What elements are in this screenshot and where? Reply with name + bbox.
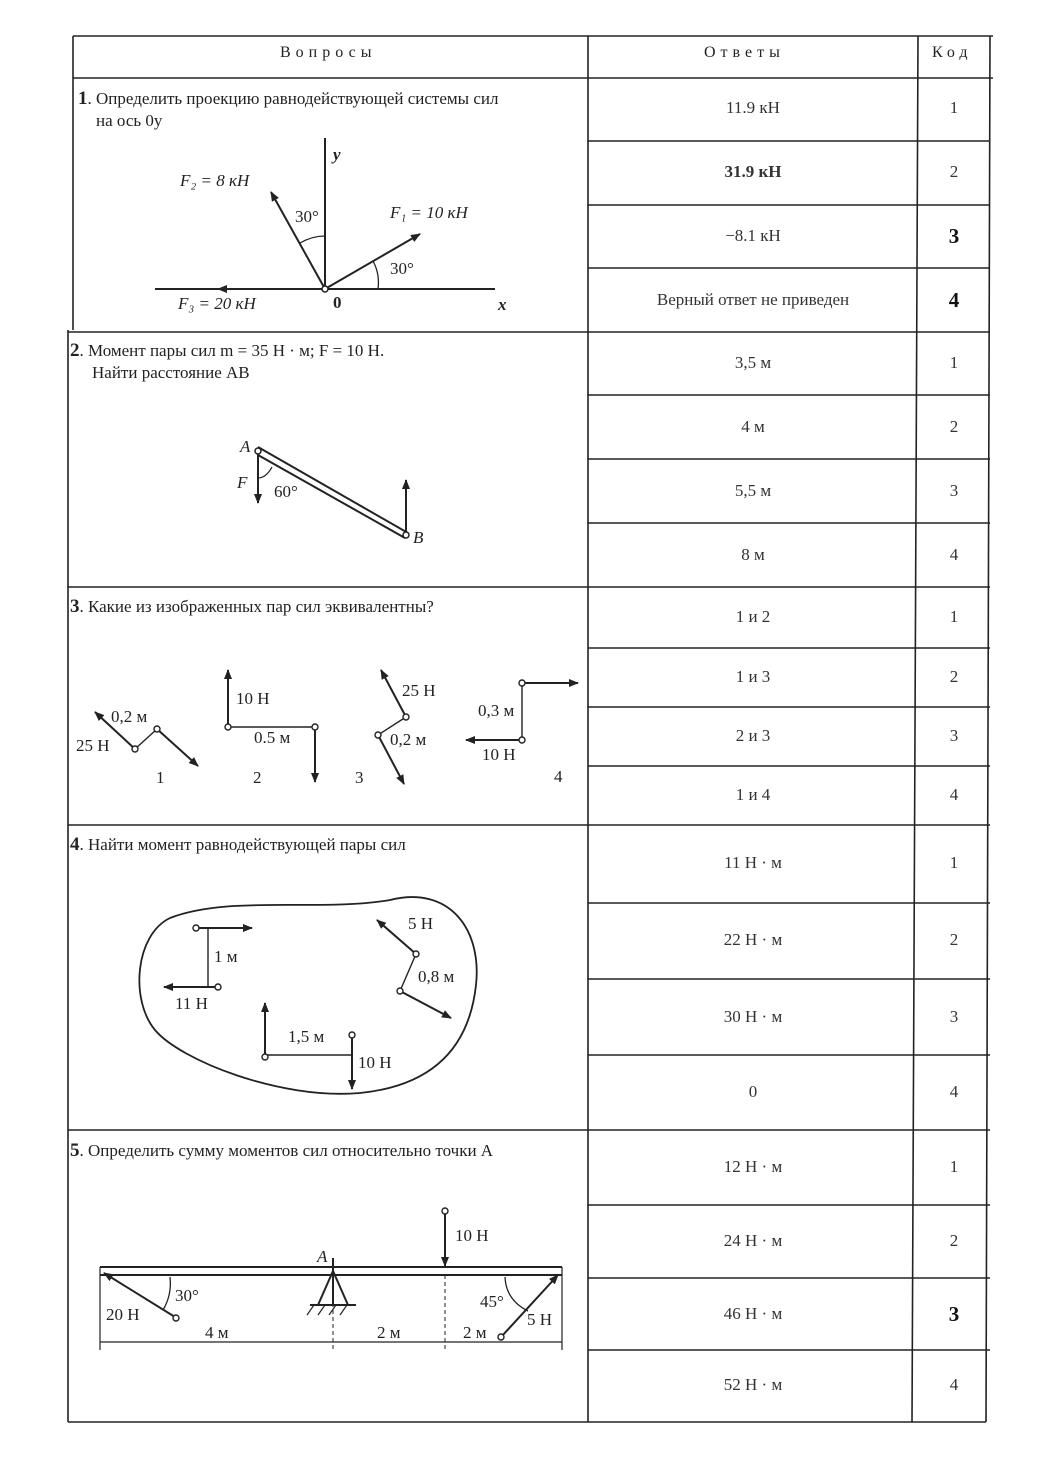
label-point-a: A (317, 1247, 328, 1266)
answer-5-3: 46 Н · м (723, 1304, 783, 1323)
code-5-4: 4 (949, 1375, 959, 1394)
question-5-number: 5 (70, 1140, 80, 1161)
answer-1-2: 31.9 кН (724, 162, 782, 181)
code-5-3: 3 (948, 1302, 960, 1326)
code-2-4: 4 (949, 545, 959, 564)
couple-1-force-label: 11 Н (175, 994, 208, 1013)
answer-4-3: 30 Н · м (723, 1007, 783, 1026)
code-3-3: 3 (949, 726, 959, 745)
question-2-text: 2. Момент пары сил m = 35 Н · м; F = 10 Н. Найти расстояние AB (70, 340, 385, 382)
label-axis-y: y (333, 145, 341, 164)
code-4-3: 3 (949, 1007, 959, 1026)
header-questions: Вопросы (280, 44, 377, 61)
code-1-1: 1 (949, 98, 959, 117)
couple-1-arm-label: 1 м (214, 947, 238, 966)
pair-4-arm-label: 0,3 м (478, 701, 515, 720)
pair-1-arm-label: 0,2 м (111, 707, 148, 726)
answer-2-2: 4 м (741, 417, 765, 436)
code-1-4: 4 (948, 288, 960, 312)
pair-2-number: 2 (253, 768, 262, 787)
pair-1-force-label: 25 Н (76, 736, 110, 755)
answer-3-4: 1 и 4 (735, 785, 771, 804)
answer-5-2: 24 Н · м (723, 1231, 783, 1250)
support-a-right (333, 1271, 348, 1305)
pair-4-force-label: 10 Н (482, 745, 516, 764)
question-4-number: 4 (70, 834, 80, 855)
code-5-2: 2 (949, 1231, 959, 1250)
label-dim-2m-a: 2 м (377, 1323, 401, 1342)
pair-1-number: 1 (156, 768, 165, 787)
answer-4-4: 0 (748, 1082, 758, 1101)
code-1-3: 3 (948, 224, 960, 248)
question-1-number: 1 (78, 88, 88, 109)
code-3-1: 1 (949, 607, 959, 626)
question-3-number: 3 (70, 596, 80, 617)
header-code: Код (932, 44, 973, 61)
label-angle-30: 30° (175, 1286, 199, 1305)
label-angle-45: 45° (480, 1292, 504, 1311)
answer-2-1: 3,5 м (734, 353, 772, 372)
code-4-1: 1 (949, 853, 959, 872)
question-3-text: 3. Какие из изображенных пар сил эквивалентны? (70, 596, 434, 617)
angle-arc-45 (505, 1277, 528, 1311)
label-force-10: 10 Н (455, 1226, 489, 1245)
label-f2: F₂ = 8 кН (180, 171, 250, 190)
answer-4-2: 22 Н · м (723, 930, 783, 949)
label-dim-2m-b: 2 м (463, 1323, 487, 1342)
answer-1-1: 11.9 кН (726, 98, 780, 117)
label-f3: F₃ = 20 кН (178, 294, 256, 313)
label-force-20: 20 Н (106, 1305, 140, 1324)
code-2-2: 2 (949, 417, 959, 436)
couple-2-arm-label: 0,8 м (418, 967, 455, 986)
answer-3-2: 1 и 3 (735, 667, 771, 686)
answer-4-1: 11 Н · м (724, 853, 782, 872)
couple-3-force-label: 10 Н (358, 1053, 392, 1072)
pair-3-arm-label: 0,2 м (390, 730, 427, 749)
question-5-text: 5. Определить сумму моментов сил относительно точки A (70, 1140, 494, 1161)
question-2-number: 2 (70, 340, 80, 361)
answer-3-1: 1 и 2 (735, 607, 771, 626)
code-3-2: 2 (949, 667, 959, 686)
label-angle-a: 30° (295, 207, 319, 226)
code-2-1: 1 (949, 353, 959, 372)
code-4-2: 2 (949, 930, 959, 949)
pair-3-force-label: 25 Н (402, 681, 436, 700)
answer-2-3: 5,5 м (734, 481, 772, 500)
question-4-text: 4. Найти момент равнодействующей пары сил (70, 834, 406, 855)
label-origin: 0 (333, 293, 342, 312)
label-b: B (413, 528, 424, 547)
label-f1: F₁ = 10 кН (390, 203, 468, 222)
code-3-4: 4 (949, 785, 959, 804)
label-force-5: 5 Н (527, 1310, 553, 1329)
label-f: F (237, 473, 248, 492)
angle-arc-30 (163, 1277, 170, 1310)
couple-2-force-label: 5 Н (408, 914, 434, 933)
code-4-4: 4 (949, 1082, 959, 1101)
question-1-text: 1. Определить проекцию равнодействующей системы сил на ось 0y (78, 88, 499, 130)
answer-5-4: 52 Н · м (723, 1375, 783, 1394)
code-1-2: 2 (949, 162, 959, 181)
header-answers: Ответы (704, 44, 785, 61)
label-axis-x: x (498, 295, 507, 314)
label-angle-b: 30° (390, 259, 414, 278)
answer-1-4: Верный ответ не приведен (656, 290, 850, 309)
label-angle-60: 60° (274, 482, 298, 501)
support-a-left (318, 1271, 333, 1305)
label-dim-4m: 4 м (205, 1323, 229, 1342)
code-2-3: 3 (949, 481, 959, 500)
pair-4-number: 4 (554, 767, 563, 786)
answer-5-1: 12 Н · м (723, 1157, 783, 1176)
code-5-1: 1 (949, 1157, 959, 1176)
pair-3-number: 3 (355, 768, 364, 787)
pair-2-force-label: 10 Н (236, 689, 270, 708)
couple-3-arm-label: 1,5 м (288, 1027, 325, 1046)
pair-2-arm-label: 0.5 м (254, 728, 291, 747)
answer-1-3: −8.1 кН (725, 226, 781, 245)
label-a: A (240, 437, 251, 456)
answer-2-4: 8 м (741, 545, 765, 564)
answer-3-3: 2 и 3 (735, 726, 771, 745)
